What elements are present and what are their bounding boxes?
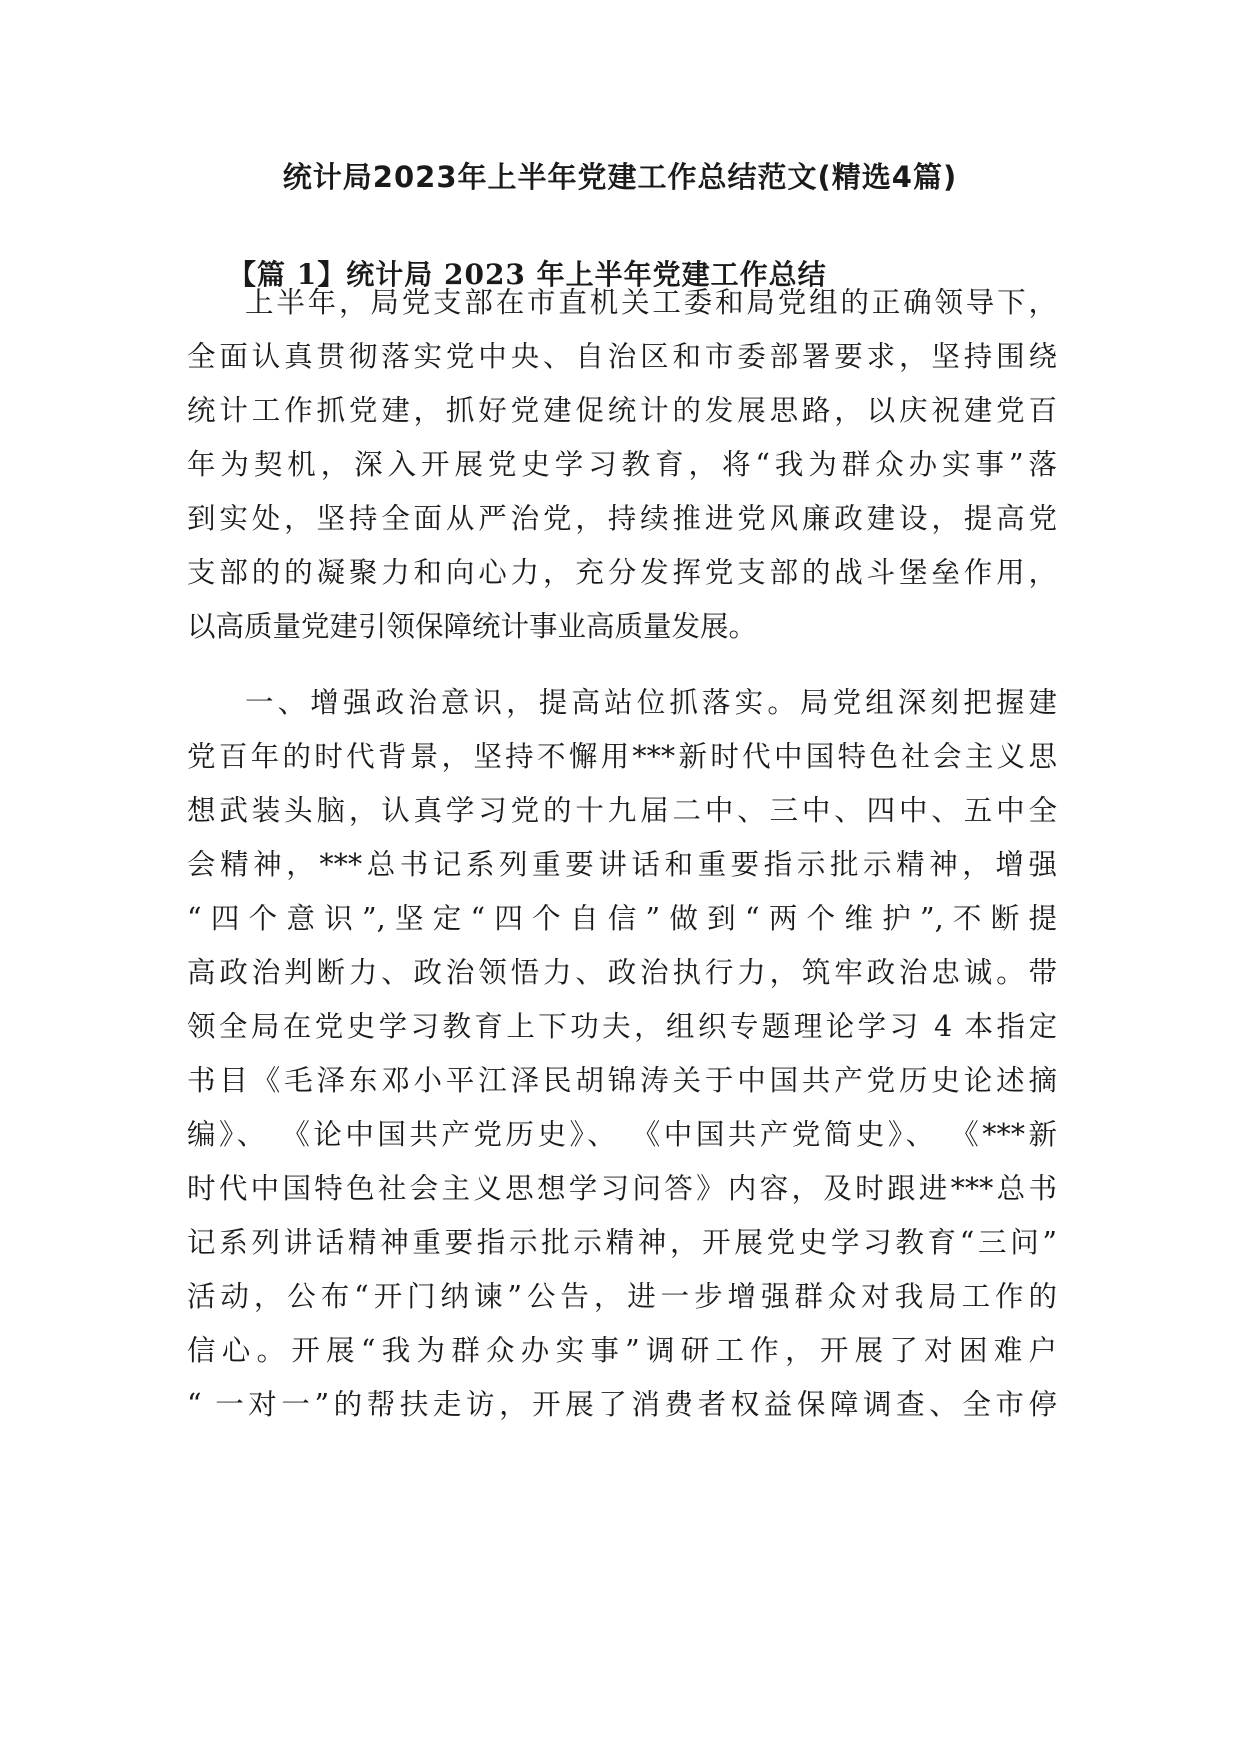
paragraph-line: 党百年的时代背景，坚持不懈用***新时代中国特色社会主义思 <box>187 740 1057 773</box>
paragraph-line: 编》、 《论中国共产党历史》、 《中国共产党简史》、 《***新 <box>187 1118 1057 1151</box>
paragraph-line: 想武装头脑，认真学习党的十九届二中、三中、四中、五中全 <box>187 794 1057 827</box>
paragraph-line: 年为契机，深入开展党史学习教育，将“我为群众办实事”落 <box>187 448 1057 481</box>
paragraph-line: 统计工作抓党建，抓好党建促统计的发展思路，以庆祝建党百 <box>187 394 1057 427</box>
paragraph-line: 到实处，坚持全面从严治党，持续推进党风廉政建设，提高党 <box>187 502 1057 535</box>
paragraph-line: “四个意识”,坚定“四个自信”做到“两个维护”,不断提 <box>187 902 1057 935</box>
paragraph-line: 支部的的凝聚力和向心力，充分发挥党支部的战斗堡垒作用， <box>187 556 1057 589</box>
paragraph-line: 全面认真贯彻落实党中央、自治区和市委部署要求，坚持围绕 <box>187 340 1057 373</box>
paragraph-line: 记系列讲话精神重要指示批示精神，开展党史学习教育“三问” <box>187 1226 1057 1259</box>
paragraph-line: 会精神，***总书记系列重要讲话和重要指示批示精神，增强 <box>187 848 1057 881</box>
paragraph-line: 上半年，局党支部在市直机关工委和局党组的正确领导下， <box>245 286 1057 319</box>
paragraph-intro <box>187 276 1057 654</box>
paragraph-line: 高政治判断力、政治领悟力、政治执行力，筑牢政治忠诚。带 <box>187 956 1057 989</box>
paragraph-line: 以高质量党建引领保障统计事业高质量发展。 <box>187 610 758 643</box>
document-title: 统计局2023年上半年党建工作总结范文(精选4篇) <box>282 160 958 194</box>
paragraph-line: 一、增强政治意识，提高站位抓落实。局党组深刻把握建 <box>245 686 1057 719</box>
section-heading: 【篇 1】统计局 2023 年上半年党建工作总结 <box>228 258 827 291</box>
paragraph-line: 书目《毛泽东邓小平江泽民胡锦涛关于中国共产党历史论述摘 <box>187 1064 1057 1097</box>
paragraph-section-one <box>187 676 1057 1432</box>
paragraph-line: 时代中国特色社会主义思想学习问答》内容，及时跟进***总书 <box>187 1172 1057 1205</box>
paragraph-line: 信心。开展“我为群众办实事”调研工作，开展了对困难户 <box>187 1334 1057 1367</box>
paragraph-line: 活动，公布“开门纳谏”公告，进一步增强群众对我局工作的 <box>187 1280 1057 1313</box>
paragraph-line: “ 一对一”的帮扶走访，开展了消费者权益保障调查、全市停 <box>187 1388 1057 1421</box>
paragraph-line: 领全局在党史学习教育上下功夫，组织专题理论学习 4 本指定 <box>187 1010 1057 1043</box>
